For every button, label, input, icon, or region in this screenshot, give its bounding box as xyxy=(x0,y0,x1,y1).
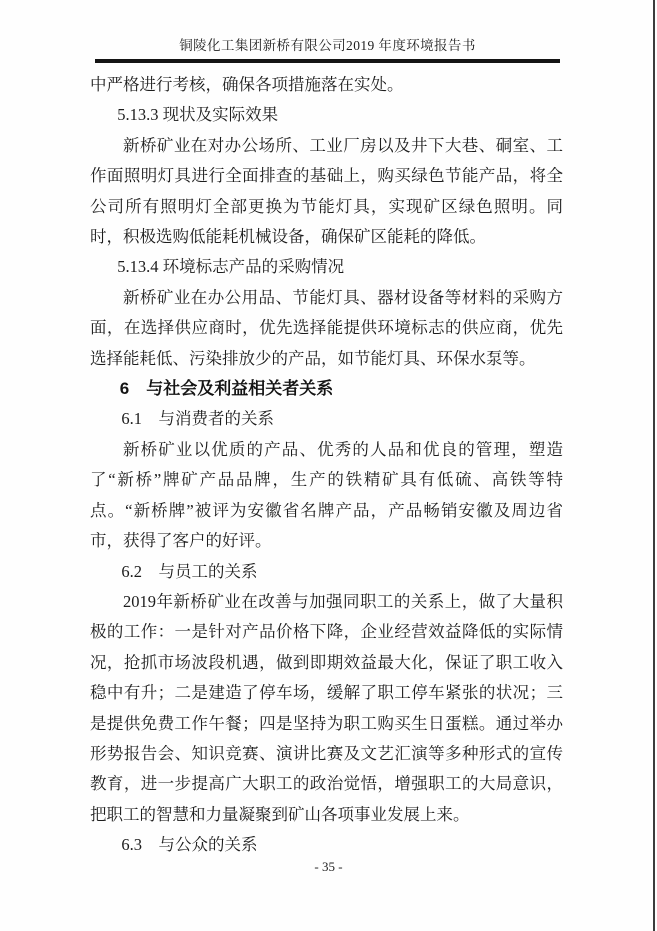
section-heading-5-13-3: 5.13.3 现状及实际效果 xyxy=(117,105,279,125)
subsection-heading-6-3: 6.3 与公众的关系 xyxy=(121,835,258,855)
header-rule xyxy=(95,59,560,63)
scan-edge-line xyxy=(653,0,655,931)
page-body-text xyxy=(90,70,563,861)
paragraph: 2019年新桥矿业在改善与加强同职工的关系上，做了大量积极的工作：一是针对产品价格下降，企业经营效益降低的实际情况，抢抓市场波段机遇，做到即期效益最大化，保证了职工收入稳中有升；二是建造了停车场，缓解了职工停车紧张的状况；三是提供免费工作午餐；四是坚持为职工购买生日蛋糕。通过举办形势报告会、知识竞赛、演讲比赛及文艺汇演等多种形式的宣传教育，进一步提高广大职工的政治觉悟，增强职工的大局意识，把职工的智慧和力量凝聚到矿山各项事业发展上来。 xyxy=(90,591,563,824)
subsection-heading-6-1: 6.1 与消费者的关系 xyxy=(121,409,274,429)
chapter-heading-6: 6 与社会及利益相关者关系 xyxy=(119,379,334,399)
running-header-title: 铜陵化工集团新桥有限公司2019 年度环境报告书 xyxy=(179,38,476,53)
subsection-heading-6-2: 6.2 与员工的关系 xyxy=(121,561,258,581)
paragraph: 新桥矿业以优质的产品、优秀的人品和优良的管理，塑造了“新桥”牌矿产品品牌，生产的铁精矿具有低硫、高铁等特点。“新桥牌”被评为安徽省名牌产品，产品畅销安徽及周边省市，获得了客户的好评。 xyxy=(90,439,563,551)
paragraph: 新桥矿业在对办公场所、工业厂房以及井下大巷、硐室、工作面照明灯具进行全面排查的基础上，购买绿色节能产品，将全公司所有照明灯全部更换为节能灯具，实现矿区绿色照明。同时，积极选购低能耗机械设备，确保矿区能耗的降低。 xyxy=(90,135,563,247)
paragraph: 新桥矿业在办公用品、节能灯具、器材设备等材料的采购方面，在选择供应商时，优先选择能提供环境标志的供应商，优先选择能耗低、污染排放少的产品，如节能灯具、环保水泵等。 xyxy=(90,287,563,368)
page-number: - 35 - xyxy=(314,859,343,874)
section-heading-5-13-4: 5.13.4 环境标志产品的采购情况 xyxy=(117,257,345,277)
paragraph-continuation: 中严格进行考核，确保各项措施落在实处。 xyxy=(90,75,404,94)
